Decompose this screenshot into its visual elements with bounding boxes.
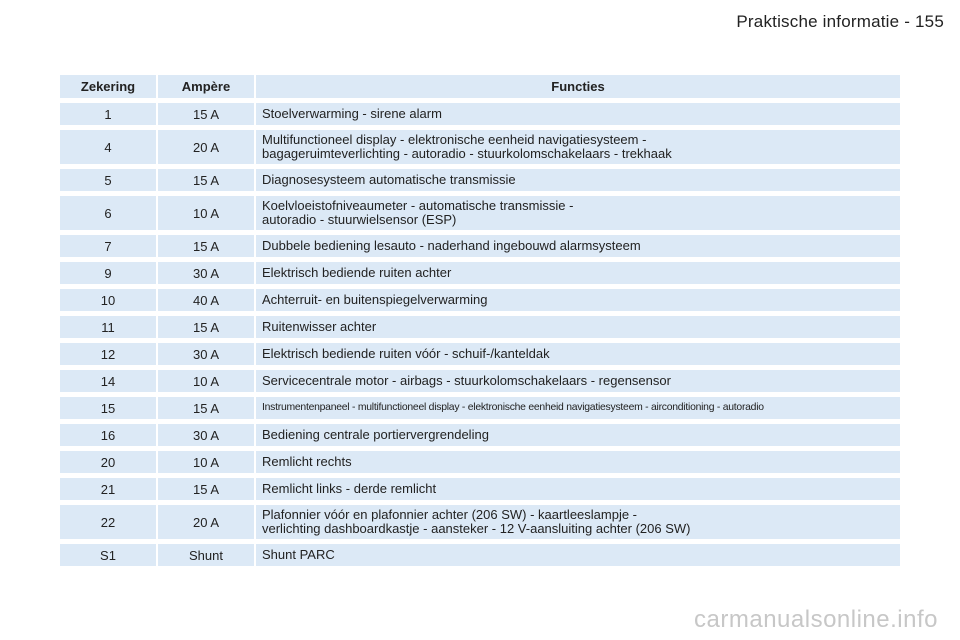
fuse-number: 21 [60, 478, 156, 500]
fuse-amperage: 15 A [158, 397, 254, 419]
fuse-amperage: 15 A [158, 316, 254, 338]
fuse-functions: Dubbele bediening lesauto - naderhand ingebouwd alarmsysteem [256, 235, 900, 257]
fuse-functions: Shunt PARC [256, 544, 900, 566]
column-header-ampere: Ampère [158, 75, 254, 98]
fuse-amperage: 10 A [158, 451, 254, 473]
fuse-number: 4 [60, 130, 156, 164]
fuse-functions-line: Koelvloeistofniveaumeter - automatische transmissie - [262, 198, 574, 213]
table-row [60, 130, 900, 164]
fuse-number: 22 [60, 505, 156, 539]
fuse-amperage: 30 A [158, 424, 254, 446]
fuse-functions: Stoelverwarming - sirene alarm [256, 103, 900, 125]
fuse-functions [256, 130, 900, 164]
column-header-zekering: Zekering [60, 75, 156, 98]
fuse-amperage: 30 A [158, 343, 254, 365]
fuse-number: 10 [60, 289, 156, 311]
fuse-functions-line: bagageruimteverlichting - autoradio - stuurkolomschakelaars - trekhaak [262, 146, 672, 161]
fuse-functions: Ruitenwisser achter [256, 316, 900, 338]
fuse-number: 11 [60, 316, 156, 338]
table-row [60, 316, 900, 338]
table-row [60, 451, 900, 473]
fuse-functions: Achterruit- en buitenspiegelverwarming [256, 289, 900, 311]
table-row [60, 196, 900, 230]
fuse-number: 7 [60, 235, 156, 257]
fuse-functions: Diagnosesysteem automatische transmissie [256, 169, 900, 191]
fuse-number: 14 [60, 370, 156, 392]
fuse-functions: Bediening centrale portiervergrendeling [256, 424, 900, 446]
table-row [60, 343, 900, 365]
fuse-functions-line: Multifunctioneel display - elektronische eenheid navigatiesysteem - [262, 132, 647, 147]
fuse-functions: Elektrisch bediende ruiten vóór - schuif-/kanteldak [256, 343, 900, 365]
fuse-number: 6 [60, 196, 156, 230]
table-row [60, 397, 900, 419]
fuse-functions-line: autoradio - stuurwielsensor (ESP) [262, 212, 457, 227]
fuse-amperage: 20 A [158, 130, 254, 164]
table-row [60, 370, 900, 392]
fuse-amperage: 15 A [158, 169, 254, 191]
table-row [60, 544, 900, 566]
fuse-functions-line: verlichting dashboardkastje - aansteker - 12 V-aansluiting achter (206 SW) [262, 521, 691, 536]
table-row [60, 424, 900, 446]
table-row [60, 235, 900, 257]
fuse-amperage: 15 A [158, 103, 254, 125]
fuse-number: S1 [60, 544, 156, 566]
fuse-functions: Remlicht links - derde remlicht [256, 478, 900, 500]
fuse-functions [256, 196, 900, 230]
table-row [60, 169, 900, 191]
fuse-amperage: 30 A [158, 262, 254, 284]
fuse-amperage: 40 A [158, 289, 254, 311]
fuse-number: 12 [60, 343, 156, 365]
fuse-functions-line: Plafonnier vóór en plafonnier achter (206 SW) - kaartleeslampje - [262, 507, 638, 522]
fuse-amperage: 15 A [158, 235, 254, 257]
fuse-number: 20 [60, 451, 156, 473]
fuse-functions: Instrumentenpaneel - multifunctioneel display - elektronische eenheid navigatiesysteem - airconditioning - autoradio [256, 397, 900, 419]
table-row [60, 289, 900, 311]
fuse-table [58, 70, 902, 571]
table-row [60, 478, 900, 500]
fuse-number: 1 [60, 103, 156, 125]
table-header-row [60, 75, 900, 98]
fuse-amperage: 20 A [158, 505, 254, 539]
fuse-functions: Servicecentrale motor - airbags - stuurkolomschakelaars - regensensor [256, 370, 900, 392]
fuse-number: 9 [60, 262, 156, 284]
fuse-number: 5 [60, 169, 156, 191]
table-row [60, 103, 900, 125]
table-row [60, 505, 900, 539]
fuse-number: 16 [60, 424, 156, 446]
table-row [60, 262, 900, 284]
fuse-amperage: 15 A [158, 478, 254, 500]
fuse-functions: Remlicht rechts [256, 451, 900, 473]
fuse-functions: Elektrisch bediende ruiten achter [256, 262, 900, 284]
fuse-amperage: 10 A [158, 370, 254, 392]
fuse-number: 15 [60, 397, 156, 419]
fuse-amperage: Shunt [158, 544, 254, 566]
page-title: Praktische informatie - 155 [736, 12, 944, 31]
watermark: carmanualsonline.info [694, 606, 938, 633]
fuse-amperage: 10 A [158, 196, 254, 230]
column-header-functies: Functies [256, 75, 900, 98]
fuse-functions [256, 505, 900, 539]
